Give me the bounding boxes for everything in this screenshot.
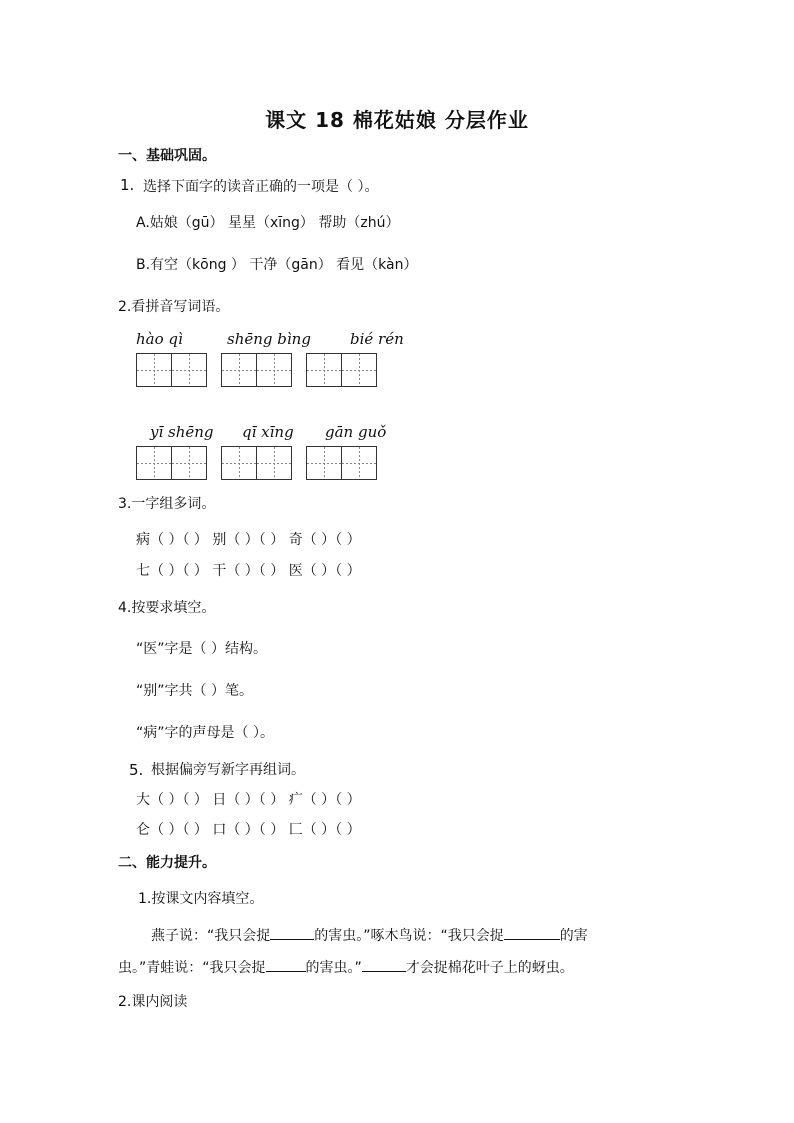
q4-item-b: “别”字共（ ）笔。 (136, 683, 253, 699)
p1-line-1-c: 的害 (559, 928, 588, 944)
section-basic-heading: 一、基础巩固。 (118, 148, 216, 164)
q3-line-1: 病（ ）（ ） 别（ ）（ ） 奇（ ）（ ） (136, 532, 361, 548)
pinyin-4: yī shēng (150, 423, 214, 441)
writing-box-2[interactable] (221, 353, 291, 387)
q1-text: 选择下面字的读音正确的一项是（ ）。 (143, 179, 379, 195)
p1-line-2-b: 的害虫。” (305, 960, 362, 976)
blank-3[interactable] (266, 957, 306, 972)
p1-line-1-a: 燕子说：“我只会捉 (151, 928, 271, 944)
section-advanced-heading: 二、能力提升。 (118, 855, 216, 871)
writing-box-4[interactable] (136, 446, 206, 480)
q5-text: 根据偏旁写新字再组词。 (151, 762, 305, 778)
pinyin-5: qī xīng (242, 423, 294, 441)
pinyin-3: bié rén (350, 330, 404, 348)
q3-line-2: 七（ ）（ ） 干（ ）（ ） 医（ ）（ ） (136, 563, 361, 579)
p1-line-2-c: 才会捉棉花叶子上的蚜虫。 (405, 960, 574, 976)
q5-line-2: 仑（ ）（ ） 口（ ）（ ） 匚（ ）（ ） (136, 822, 361, 838)
blank-4[interactable] (362, 957, 406, 972)
p1-label: 1.按课文内容填空。 (138, 891, 264, 907)
p1-line-2-a: 虫。”青蛙说：“我只会捉 (118, 960, 266, 976)
p2-label: 2.课内阅读 (118, 994, 188, 1010)
q4-item-c: “病”字的声母是（ ）。 (136, 725, 274, 741)
p1-line-1-b: 的害虫。”啄木鸟说：“我只会捉 (314, 928, 504, 944)
page-title: 课文 18 棉花姑娘 分层作业 (265, 108, 529, 132)
q1-number: 1. (120, 176, 135, 194)
writing-box-1[interactable] (136, 353, 206, 387)
blank-1[interactable] (270, 925, 314, 940)
q1-option-b: B.有空（kōng ） 干净（gān） 看见（kàn） (136, 257, 418, 273)
writing-box-5[interactable] (221, 446, 291, 480)
pinyin-6: gān guǒ (325, 423, 387, 441)
pinyin-2: shēng bìng (227, 330, 311, 348)
p1-line-2 (118, 957, 574, 977)
q4-label: 4.按要求填空。 (118, 600, 216, 616)
q2-label: 2.看拼音写词语。 (118, 299, 230, 315)
writing-box-3[interactable] (306, 353, 376, 387)
q4-item-a: “医”字是（ ）结构。 (136, 641, 267, 657)
q3-label: 3.一字组多词。 (118, 496, 216, 512)
q1-option-a: A.姑娘（gū） 星星（xīng） 帮助（zhú） (136, 215, 400, 231)
pinyin-1: hào qì (136, 330, 183, 348)
blank-2[interactable] (504, 925, 560, 940)
q5-number: 5. (129, 761, 144, 779)
p1-line-1 (151, 925, 588, 945)
writing-box-6[interactable] (306, 446, 376, 480)
q5-line-1: 大（ ）（ ） 日（ ）（ ） 疒（ ）（ ） (136, 792, 361, 808)
